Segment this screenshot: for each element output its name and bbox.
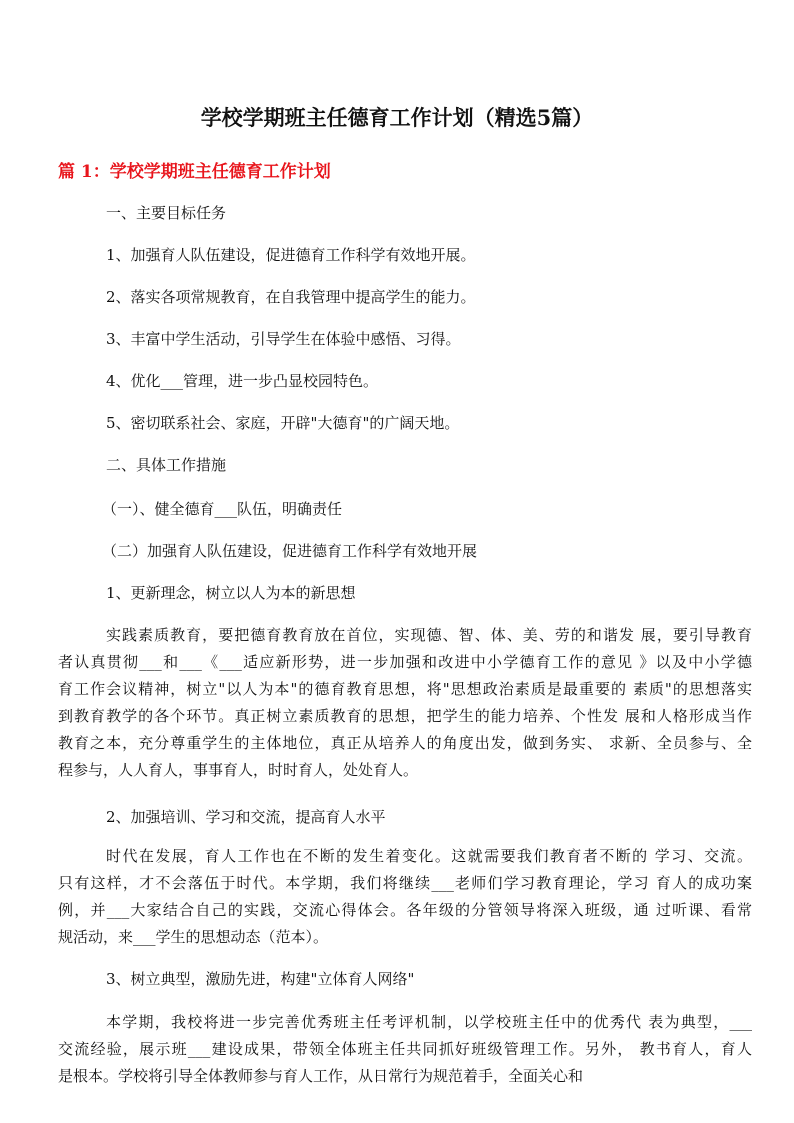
paragraph-line: 到教育教学的各个环节。真正树立素质教育的思想，把学生的能力培养、个性发 展和人格形成当作 [58, 707, 752, 725]
paragraph-line: 只有这样，才不会落伍于时代。本学期，我们将继续___老师们学习教育理论，学习 育人的成功案 [58, 874, 752, 892]
goal-item: 5、密切联系社会、家庭，开辟"大德育"的广阔天地。 [106, 414, 460, 432]
heading-main-goals: 一、主要目标任务 [106, 204, 227, 222]
paragraph-line: 交流经验，展示班___建设成果，带领全体班主任共同抓好班级管理工作。另外， 教书育人，育人 [58, 1040, 752, 1058]
paragraph-3 [58, 1009, 752, 1090]
goal-item: 3、丰富中学生活动，引导学生在体验中感悟、习得。 [106, 330, 461, 348]
paragraph-line: 例，并___大家结合自己的实践，交流心得体会。各年级的分管领导将深入班级，通 过听课、看常 [58, 901, 752, 919]
heading-measures: 二、具体工作措施 [106, 456, 227, 474]
goal-item: 4、优化___管理，进一步凸显校园特色。 [106, 372, 379, 390]
measure-item: （二）加强育人队伍建设，促进德育工作科学有效地开展 [102, 542, 478, 560]
paragraph-line: 教育之本，充分尊重学生的主体地位，真正从培养人的角度出发，做到务实、 求新、全员参与、全 [58, 734, 752, 752]
paragraph-line: 实践素质教育，要把德育教育放在首位，实现德、智、体、美、劳的和谐发 展，要引导教育 [106, 626, 752, 644]
measure-item: （一）、健全德育___队伍，明确责任 [102, 500, 343, 518]
goal-item: 2、落实各项常规教育，在自我管理中提高学生的能力。 [106, 288, 476, 306]
subheading: 3、树立典型，激励先进，构建"立体育人网络" [106, 970, 415, 988]
paragraph-line: 育工作会议精神，树立"以人为本"的德育教育思想，将"思想政治素质是最重要的 素质"的思想落实 [58, 680, 752, 698]
paragraph-line: 时代在发展，育人工作也在不断的发生着变化。这就需要我们教育者不断的 学习、交流。 [106, 847, 752, 865]
subheading: 1、更新理念，树立以人为本的新思想 [106, 584, 356, 602]
subheading: 2、加强培训、学习和交流，提高育人水平 [106, 808, 386, 826]
paragraph-line: 者认真贯彻___和___《___适应新形势，进一步加强和改进中小学德育工作的意见 》以及中小学德 [58, 653, 752, 671]
paragraph-line: 程参与，人人育人，事事育人，时时育人，处处育人。 [58, 761, 419, 779]
paragraph-line: 是根本。学校将引导全体教师参与育人工作，从日常行为规范着手，全面关心和 [58, 1067, 584, 1085]
document-title: 学校学期班主任德育工作计划（精选5篇） [200, 105, 594, 130]
paragraph-1 [58, 622, 752, 784]
paragraph-line: 规活动，来___学生的思想动态（范本）。 [58, 928, 329, 946]
goal-item: 1、加强育人队伍建设，促进德育工作科学有效地开展。 [106, 246, 476, 264]
section-heading: 篇 1：学校学期班主任德育工作计划 [58, 162, 331, 182]
paragraph-line: 本学期，我校将进一步完善优秀班主任考评机制，以学校班主任中的优秀代 表为典型，___ [106, 1013, 752, 1031]
paragraph-2 [58, 843, 752, 951]
